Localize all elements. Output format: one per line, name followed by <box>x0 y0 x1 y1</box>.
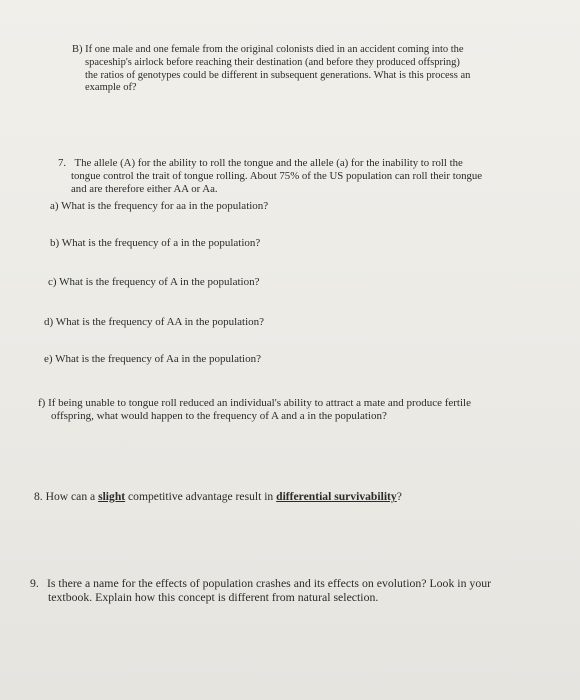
question-7d: d) What is the frequency of AA in the population? <box>44 316 265 328</box>
question-7c: c) What is the frequency of A in the population? <box>48 276 260 288</box>
question-6b-line-4: example of? <box>85 82 137 94</box>
question-6b-line-1: B) If one male and one female from the original colonists died in an accident coming into the <box>72 44 464 55</box>
question-9-line-1: Is there a name for the effects of population crashes and its effects on evolution? Look in your <box>46 576 492 590</box>
question-8-keyword-differential-survivability: differential survivability <box>276 490 397 503</box>
question-9-line-2: textbook. Explain how this concept is different from natural selection. <box>48 590 379 605</box>
question-6b-line-2: spaceship's airlock before reaching their destination (and before they produced offspring) <box>85 56 460 68</box>
question-7 <box>58 157 523 197</box>
question-8-keyword-slight: slight <box>98 490 126 503</box>
question-7-line-1: The allele (A) for the ability to roll the tongue and the allele (a) for the inability to roll the <box>74 157 463 169</box>
question-7f-line-1: f) If being unable to tongue roll reduced an individual's ability to attract a mate and produce fertile <box>38 397 471 409</box>
question-7-line-2: tongue control the trait of tongue rolling. About 75% of the US population can roll their tongue <box>71 170 483 183</box>
question-7f <box>38 397 533 423</box>
question-6b <box>72 44 522 95</box>
question-7e: e) What is the frequency of Aa in the population? <box>44 353 261 365</box>
question-9-number: 9. <box>30 576 39 590</box>
question-7-number: 7. <box>58 157 67 169</box>
question-7b: b) What is the frequency of a in the population? <box>50 237 261 249</box>
question-7-line-3: and are therefore either AA or Aa. <box>71 183 218 196</box>
question-8-middle: competitive advantage result in <box>125 490 277 503</box>
question-8-prefix: 8. How can a <box>34 490 99 503</box>
question-8 <box>34 490 544 504</box>
question-8-suffix: ? <box>396 490 402 503</box>
question-7a: a) What is the frequency for aa in the population? <box>50 200 269 212</box>
question-7f-line-2: offspring, what would happen to the frequency of A and a in the population? <box>51 409 387 422</box>
question-9 <box>30 576 545 604</box>
question-6b-line-3: the ratios of genotypes could be different in subsequent generations. What is this process an <box>85 69 471 81</box>
